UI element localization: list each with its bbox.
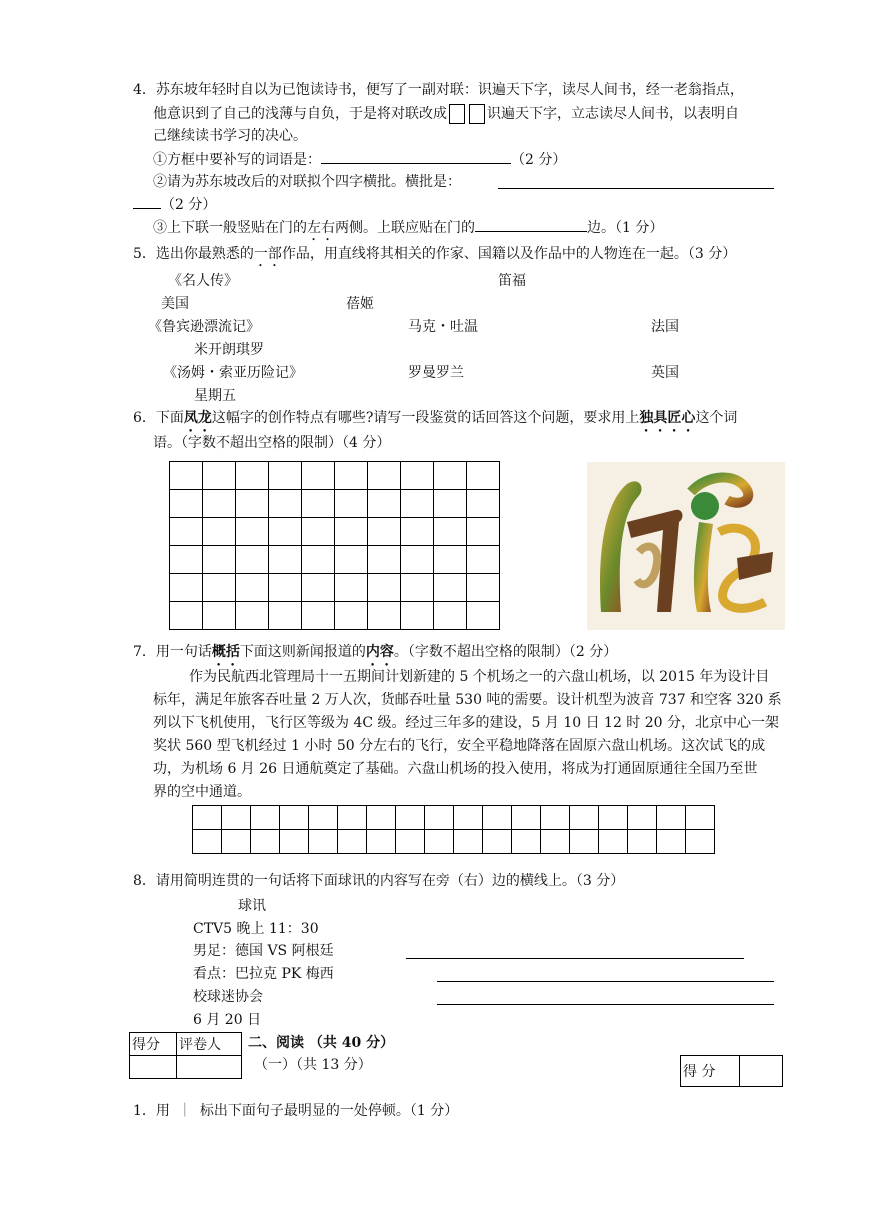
q8-line: 球讯 (238, 898, 266, 914)
grid-cell[interactable] (434, 518, 467, 546)
grid-cell[interactable] (203, 602, 236, 630)
grid-cell[interactable] (302, 462, 335, 490)
q5-character: 米开朗琪罗 (194, 342, 264, 358)
grid-cell[interactable] (236, 518, 269, 546)
q4-sub2: ②请为苏东坡改后的对联拟个四字横批。横批是： (153, 174, 461, 190)
score-table-2 (680, 1055, 783, 1087)
grid-cell[interactable] (425, 830, 454, 854)
q5-country: 法国 (651, 319, 679, 335)
grid-cell[interactable] (368, 462, 401, 490)
q8-line: CTV5 晚上 11：30 (193, 921, 319, 937)
grid-cell[interactable] (251, 830, 280, 854)
grid-cell[interactable] (541, 830, 570, 854)
grid-cell[interactable] (434, 602, 467, 630)
grid-cell[interactable] (367, 806, 396, 830)
answer-line[interactable] (498, 188, 774, 189)
answer-grid[interactable] (169, 461, 500, 630)
q8-title: 8．请用简明连贯的一句话将下面球讯的内容写在旁（右）边的横线上。（3 分） (133, 873, 625, 889)
grid-cell[interactable] (396, 806, 425, 830)
q7-title: 7．用一句话概括下面这则新闻报道的内容。（字数不超出空格的限制）（2 分） (133, 644, 618, 660)
grid-cell[interactable] (434, 574, 467, 602)
q8-line: 校球迷协会 (193, 989, 263, 1005)
grid-cell[interactable] (203, 518, 236, 546)
grid-cell[interactable] (570, 806, 599, 830)
grid-cell[interactable] (302, 574, 335, 602)
q5-author: 罗曼罗兰 (408, 365, 464, 381)
grid-cell[interactable] (280, 806, 309, 830)
q4-line1: 4．苏东坡年轻时自以为已饱读诗书，便写了一副对联：识遍天下字，读尽人间书，经一老翁指点， (133, 82, 744, 98)
grid-cell[interactable] (222, 806, 251, 830)
answer-grid[interactable] (192, 805, 715, 854)
grid-cell[interactable] (251, 806, 280, 830)
grid-cell[interactable] (170, 602, 203, 630)
grid-cell[interactable] (170, 546, 203, 574)
grid-cell[interactable] (309, 806, 338, 830)
grid-cell[interactable] (368, 518, 401, 546)
q5-author: 笛福 (498, 273, 526, 289)
q8-line: 男足：德国 VS 阿根廷 (193, 943, 334, 959)
grid-cell[interactable] (236, 462, 269, 490)
grid-cell[interactable] (467, 546, 500, 574)
grid-cell[interactable] (401, 490, 434, 518)
answer-box-2[interactable] (469, 104, 485, 124)
grid-cell[interactable] (302, 602, 335, 630)
calligraphy-image (587, 462, 785, 630)
grid-cell[interactable] (483, 830, 512, 854)
grid-cell[interactable] (454, 830, 483, 854)
grid-cell[interactable] (570, 830, 599, 854)
grid-cell[interactable] (193, 806, 222, 830)
grid-cell[interactable] (335, 574, 368, 602)
section-title: 二、阅读 （共 40 分） (248, 1035, 395, 1051)
q4-sub2-cont: （2 分） (133, 194, 216, 215)
grid-cell[interactable] (599, 806, 628, 830)
answer-line[interactable] (437, 981, 774, 982)
q5-work: 《名人传》 (168, 273, 238, 289)
grid-cell[interactable] (657, 830, 686, 854)
grid-cell[interactable] (309, 830, 338, 854)
q7-para: 作为民航西北管理局十一五期间计划新建的 5 个机场之一的六盘山机场，以 2015 年为设计目 (189, 669, 770, 685)
answer-line[interactable] (321, 149, 511, 164)
grid-cell[interactable] (203, 490, 236, 518)
answer-line[interactable] (475, 217, 587, 232)
grid-cell[interactable] (335, 462, 368, 490)
q8-line: 6 月 20 日 (193, 1012, 262, 1028)
answer-line[interactable] (133, 194, 161, 209)
grid-cell[interactable] (269, 462, 302, 490)
score-table (129, 1032, 242, 1079)
grid-cell[interactable] (368, 574, 401, 602)
grid-cell[interactable] (222, 830, 251, 854)
grid-cell[interactable] (686, 830, 715, 854)
grid-cell[interactable] (467, 574, 500, 602)
grid-cell[interactable] (368, 546, 401, 574)
grid-cell[interactable] (269, 602, 302, 630)
grid-cell[interactable] (269, 518, 302, 546)
grid-cell[interactable] (467, 490, 500, 518)
score-cell[interactable] (740, 1056, 783, 1087)
score-label: 得分 (130, 1033, 177, 1056)
score-cell[interactable] (130, 1056, 177, 1079)
grid-cell[interactable] (269, 490, 302, 518)
grid-cell[interactable] (280, 830, 309, 854)
grid-cell[interactable] (657, 806, 686, 830)
grid-cell[interactable] (236, 490, 269, 518)
grid-cell[interactable] (170, 490, 203, 518)
answer-line[interactable] (437, 1004, 774, 1005)
section-subtitle: （一）（共 13 分） (254, 1057, 372, 1073)
grid-cell[interactable] (302, 518, 335, 546)
q7-para: 列以下飞机使用，飞行区等级为 4C 级。经过三年多的建设，5 月 10 日 12 时 20 分，北京中心一架 (153, 715, 780, 731)
grid-cell[interactable] (434, 546, 467, 574)
grid-cell[interactable] (628, 806, 657, 830)
grid-cell[interactable] (434, 490, 467, 518)
q4-line3: 己继续读书学习的决心。 (153, 128, 307, 144)
grid-cell[interactable] (512, 806, 541, 830)
q4-sub1: ①方框中要补写的词语是： （2 分） (153, 149, 566, 170)
q7-para: 奖状 560 型飞机经过 1 小时 50 分左右的飞行，安全平稳地降落在固原六盘山机场。这次试飞的成 (153, 738, 766, 754)
q6-line2: 语。（字数不超出空格的限制）（4 分） (153, 435, 391, 451)
q5-work: 《汤姆・索亚历险记》 (163, 365, 303, 381)
grid-cell[interactable] (467, 518, 500, 546)
grid-cell[interactable] (170, 518, 203, 546)
grid-cell[interactable] (599, 830, 628, 854)
grid-cell[interactable] (338, 830, 367, 854)
grid-cell[interactable] (170, 462, 203, 490)
grid-cell[interactable] (401, 574, 434, 602)
grid-cell[interactable] (401, 518, 434, 546)
q7-para: 标年，满足年旅客吞吐量 2 万人次，货邮吞吐量 530 吨的需要。设计机型为波音 737 和空客 320 系 (153, 692, 782, 708)
grader-cell[interactable] (177, 1056, 242, 1079)
grid-cell[interactable] (236, 546, 269, 574)
grid-cell[interactable] (541, 806, 570, 830)
grid-cell[interactable] (203, 462, 236, 490)
grid-cell[interactable] (269, 546, 302, 574)
grid-cell[interactable] (335, 546, 368, 574)
grid-cell[interactable] (368, 490, 401, 518)
grid-cell[interactable] (338, 806, 367, 830)
q5-author: 马克・吐温 (408, 319, 478, 335)
grid-cell[interactable] (396, 830, 425, 854)
grid-cell[interactable] (335, 602, 368, 630)
grid-cell[interactable] (193, 830, 222, 854)
grid-cell[interactable] (628, 830, 657, 854)
grid-cell[interactable] (203, 546, 236, 574)
grid-cell[interactable] (236, 602, 269, 630)
grid-cell[interactable] (686, 806, 715, 830)
q5-country: 英国 (651, 365, 679, 381)
grid-cell[interactable] (302, 490, 335, 518)
r1-title: 1．用 ｜ 标出下面句子最明显的一处停顿。（1 分） (133, 1103, 459, 1119)
grid-cell[interactable] (203, 574, 236, 602)
q4-line2: 他意识到了自己的浅薄与自负，于是将对联改成 识遍天下字，立志读尽人间书，以表明自 (153, 106, 739, 122)
q8-line: 看点：巴拉克 PK 梅西 (193, 966, 334, 982)
grid-cell[interactable] (425, 806, 454, 830)
grid-cell[interactable] (269, 574, 302, 602)
grid-cell[interactable] (454, 806, 483, 830)
answer-box-1[interactable] (449, 104, 465, 124)
grid-cell[interactable] (368, 602, 401, 630)
grader-label: 评卷人 (177, 1033, 242, 1056)
q5-work: 《鲁宾逊漂流记》 (148, 319, 260, 335)
q5-country: 美国 (161, 296, 189, 312)
q5-character: 蓓姬 (346, 296, 374, 312)
grid-cell[interactable] (512, 830, 541, 854)
answer-line[interactable] (406, 958, 744, 959)
score-label: 得 分 (681, 1056, 740, 1087)
grid-cell[interactable] (236, 574, 269, 602)
grid-cell[interactable] (483, 806, 512, 830)
grid-cell[interactable] (401, 546, 434, 574)
grid-cell[interactable] (467, 602, 500, 630)
q5-character: 星期五 (194, 388, 236, 404)
q6-title: 6．下面凤龙这幅字的创作特点有哪些?请写一段鉴赏的话回答这个问题，要求用上独具匠心这个词 (133, 410, 738, 426)
grid-cell[interactable] (367, 830, 396, 854)
grid-cell[interactable] (170, 574, 203, 602)
q5-title: 5．选出你最熟悉的一部作品，用直线将其相关的作家、国籍以及作品中的人物连在一起。（3 分） (133, 246, 737, 262)
grid-cell[interactable] (302, 546, 335, 574)
grid-cell[interactable] (434, 462, 467, 490)
q4-sub3: ③上下联一般竖贴在门的左右两侧。上联应贴在门的 边。（1 分） (153, 217, 663, 244)
grid-cell[interactable] (401, 462, 434, 490)
grid-cell[interactable] (467, 462, 500, 490)
grid-cell[interactable] (401, 602, 434, 630)
grid-cell[interactable] (335, 518, 368, 546)
q7-para: 功，为机场 6 月 26 日通航奠定了基础。六盘山机场的投入使用，将成为打通固原通往全国乃至世 (153, 761, 758, 777)
q7-para: 界的空中通道。 (153, 784, 251, 800)
grid-cell[interactable] (335, 490, 368, 518)
